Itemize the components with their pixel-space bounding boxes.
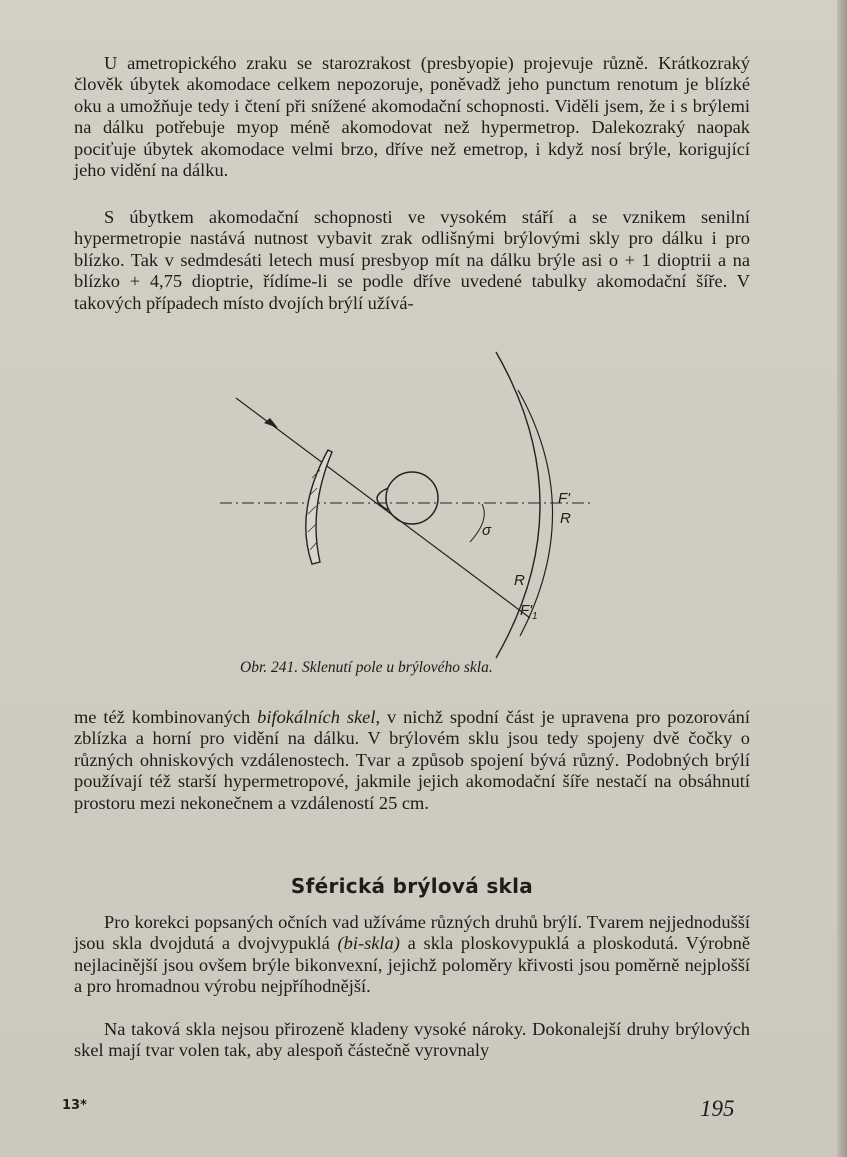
label-sigma-angle: σ <box>482 522 492 539</box>
page-edge <box>837 0 847 1157</box>
label-f-prime-1: $F'_1$ <box>520 602 538 622</box>
section-heading: Sférická brýlová skla <box>290 874 534 898</box>
term-bi-skla: (bi-skla) <box>337 933 400 954</box>
paragraph-senile-hypermetropia: S úbytkem akomodační schopnosti ve vysokém stáří a se vznikem senilní hypermetropie nastává nutnost vybavit zrak odlišnými brýlovými skly pro dálku i pro blízko. Tak v sedmdesáti letech musí presbyop mít na dálku brýle asi o + 1 dioptrii a na blízko + 4,75 dioptrie, řídíme-li se podle dříve uvedené tabulky akomodační šíře. V takových případech místo dvojích brýlí užívá- <box>74 207 750 313</box>
figure-caption: Obr. 241. Sklenutí pole u brýlového skla. <box>240 659 493 676</box>
label-r-axis: R <box>560 510 571 527</box>
figure-field-curvature-diagram <box>200 340 620 660</box>
eye-circle <box>386 472 438 524</box>
ray-arrow-icon <box>264 418 278 428</box>
paragraph-lens-requirements: Na taková skla nejsou přirozeně kladeny vysoké nároky. Dokonalejší druhy brýlových skel mají tvar volen tak, aby alespoň částečně vyrovnaly <box>74 1019 750 1061</box>
diagram-svg <box>200 340 620 660</box>
label-r-oblique: R <box>514 572 525 589</box>
oblique-ray <box>236 398 530 618</box>
label-f-prime: F' <box>558 490 571 507</box>
paragraph-lens-types: Pro korekci popsaných očních vad užíváme různých druhů brýlí. Tvarem nejjednodušší jsou skla dvojdutá a dvojvypuklá (bi-skla) a skla ploskovypuklá a ploskodutá. Výrobně nejlacinější jsou ovšem brýle bikonvexní, jejichž poloměry křivosti jsou poměrně nejplošší a pro hromadnou výrobu nejpříhodnější. <box>74 912 750 997</box>
signature-mark: 13* <box>62 1098 87 1113</box>
page-number: 195 <box>700 1096 735 1121</box>
paragraph-presbyopia-ametropia: U ametropického zraku se starozrakost (presbyopie) projevuje různě. Krátkozraký člověk úbytek akomodace celkem nepozoruje, poněvadž jeho punctum renotum je blízké oku a umožňuje tedy i čtení při snížené akomodační schopnosti. Viděli jsem, že i s brýlemi na dálku potřebuje myop méně akomodovat než hypermetrop. Dalekozraký naopak pociťuje úbytek akomodace velmi brzo, dříve než emetrop, i když nosí brýle, korigující jeho vidění na dálku. <box>74 53 750 181</box>
paragraph-bifocal-lenses: me též kombinovaných bifokálních skel, v nichž spodní část je upravena pro pozorování zblízka a horní pro vidění na dálku. V brýlovém sklu jsou tedy spojeny dvě čočky o různých ohniskových vzdálenostech. Tvar a způsob spojení bývá různý. Podobných brýlí používají též starší hypermetropové, jakmile jejich akomodační šíře nestačí na obsáhnutí prostoru mezi nekonečnem a vzdáleností 25 cm. <box>74 707 750 813</box>
term-bifocal: bifokálních skel <box>257 707 376 727</box>
